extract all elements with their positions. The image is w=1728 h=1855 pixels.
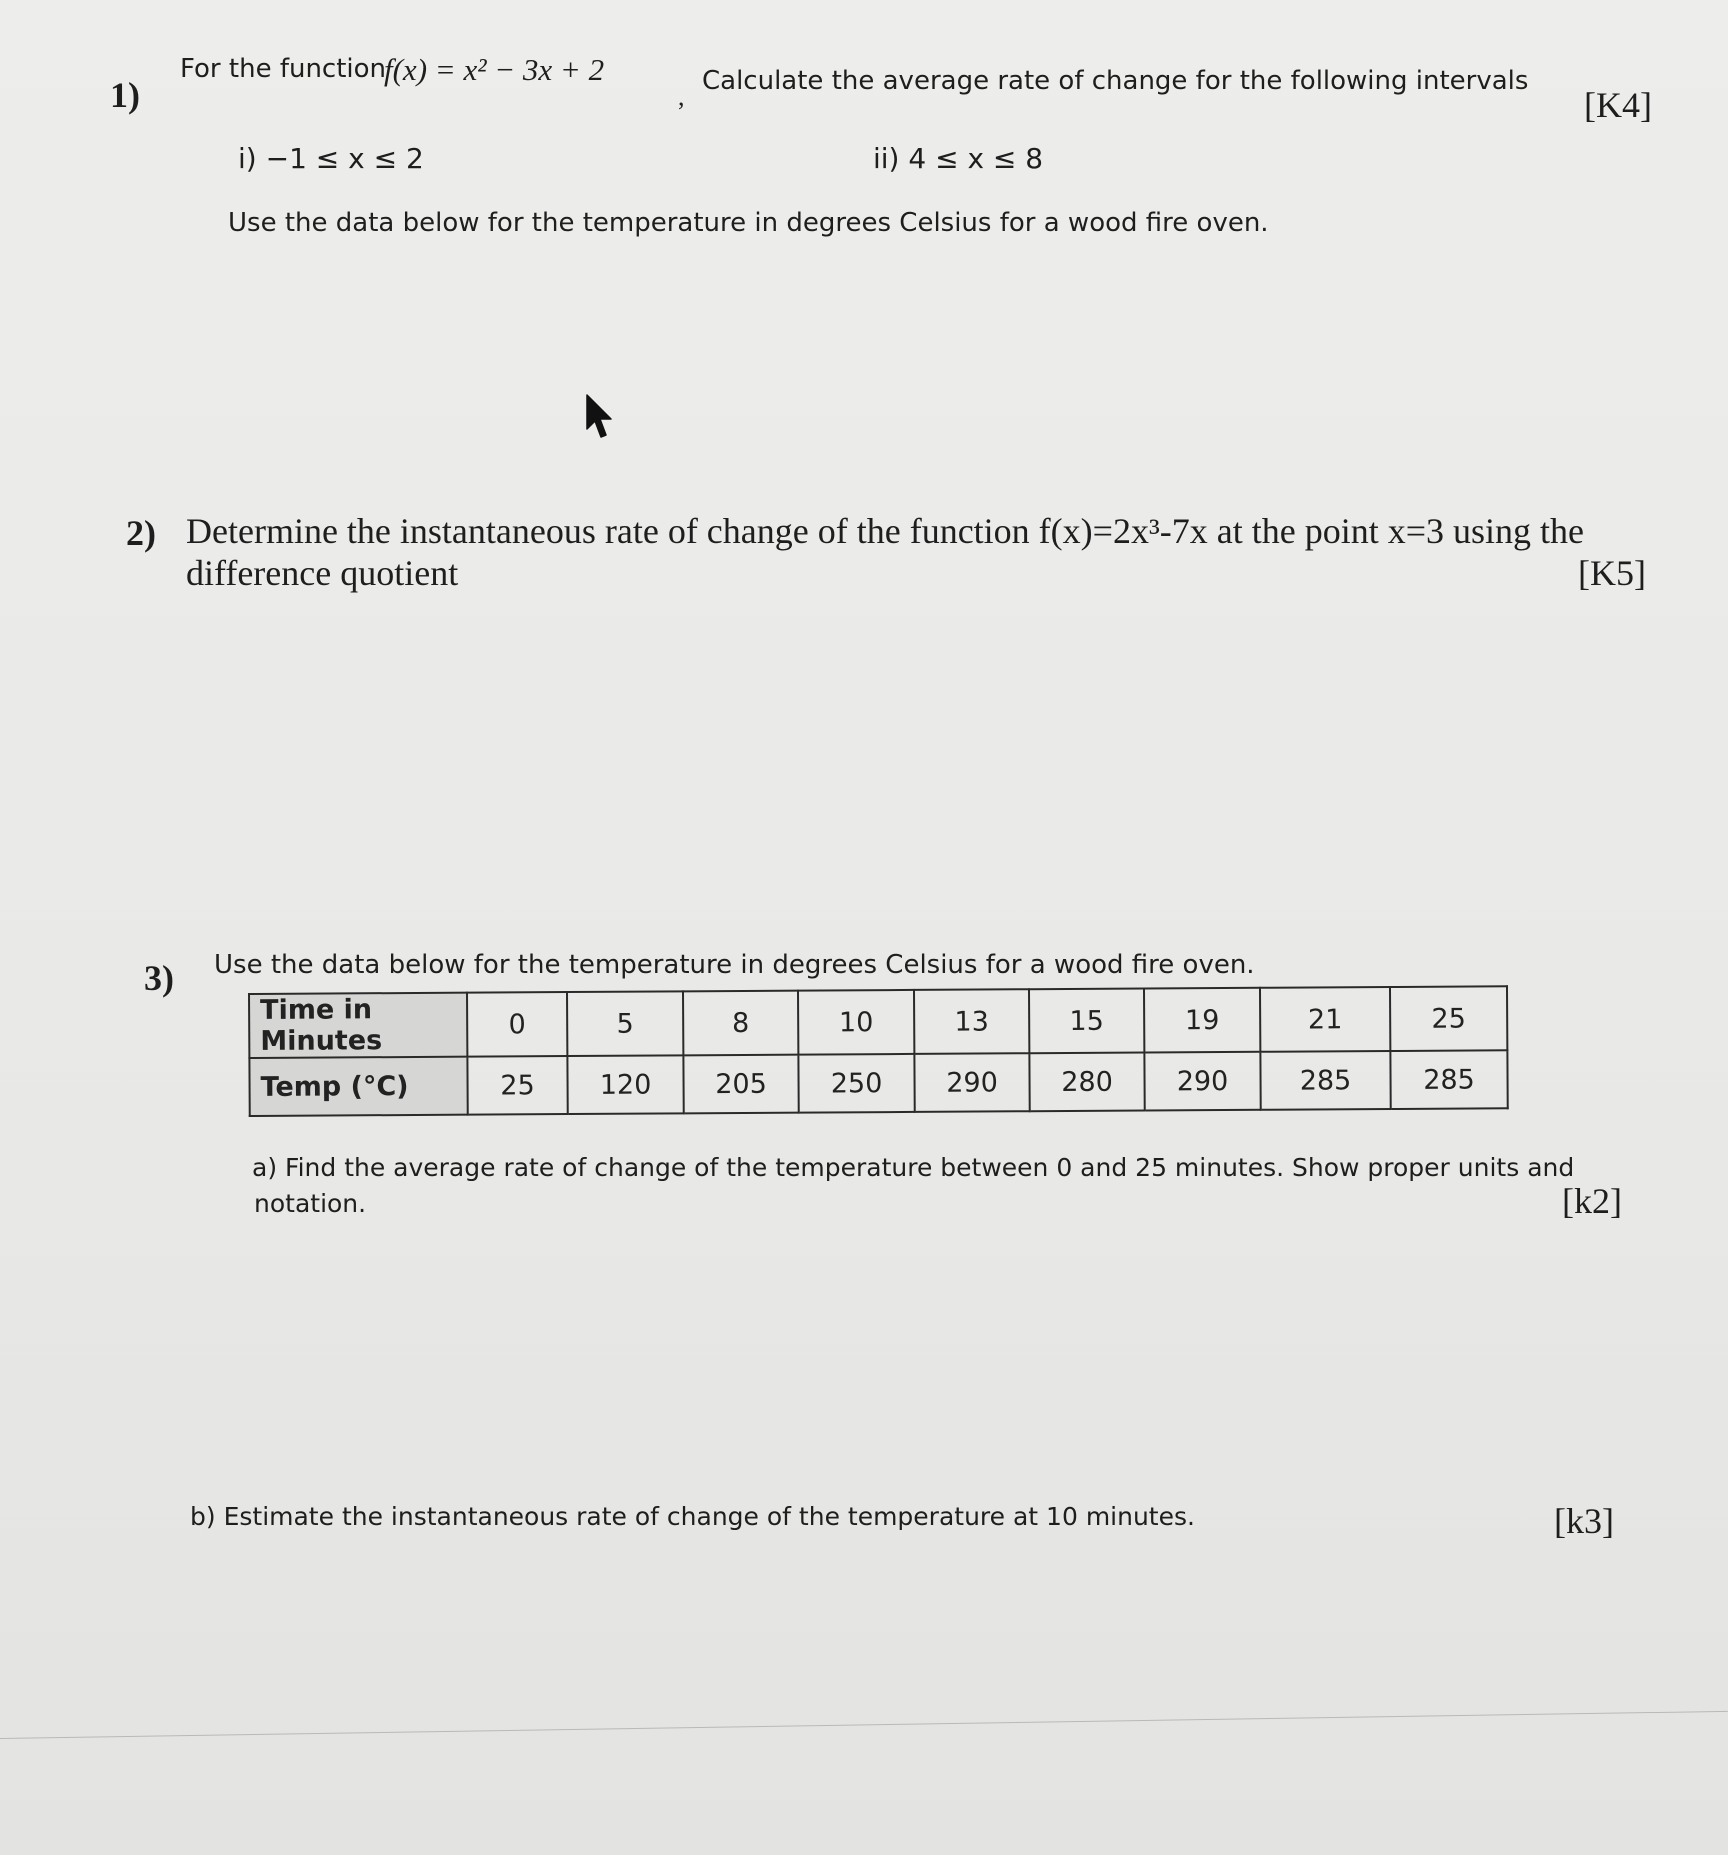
q3-part-a-line2: notation.	[254, 1189, 367, 1218]
q1-prefix: For the function	[180, 54, 387, 84]
mouse-pointer-icon	[585, 393, 615, 441]
table-cell: 5	[567, 991, 683, 1056]
q2-marks: [K5]	[1578, 553, 1646, 593]
table-cell: 120	[567, 1055, 683, 1114]
temperature-table	[248, 985, 1509, 1117]
table-cell: 0	[467, 992, 567, 1057]
table-row-time	[249, 986, 1507, 1058]
table-cell: 25	[1390, 986, 1507, 1051]
table-cell: 10	[798, 990, 914, 1055]
table-cell: 8	[683, 991, 798, 1056]
q3-part-a-marks: [k2]	[1562, 1181, 1622, 1221]
table-cell: 250	[798, 1054, 914, 1113]
q2-number: 2)	[126, 513, 156, 553]
table-row-label: Time in Minutes	[249, 993, 467, 1058]
table-cell: 13	[914, 989, 1029, 1054]
q3-part-a-line1: a) Find the average rate of change of the temperature between 0 and 25 minutes. Show proper units and	[252, 1153, 1575, 1182]
q1-marks: [K4]	[1584, 85, 1652, 125]
q1-note: Use the data below for the temperature in degrees Celsius for a wood fire oven.	[228, 208, 1269, 238]
q3-intro: Use the data below for the temperature in degrees Celsius for a wood fire oven.	[214, 950, 1255, 980]
q1-instruction: Calculate the average rate of change for the following intervals	[702, 66, 1529, 96]
table-cell: 280	[1029, 1053, 1144, 1112]
table-cell: 290	[914, 1053, 1029, 1112]
q1-interval-i: i) −1 ≤ x ≤ 2	[238, 142, 424, 175]
q3-part-b-marks: [k3]	[1554, 1501, 1614, 1541]
table-cell: 285	[1390, 1050, 1507, 1109]
table-cell: 205	[683, 1055, 798, 1114]
q1-number: 1)	[110, 75, 140, 115]
q1-interval-ii: ii) 4 ≤ x ≤ 8	[873, 142, 1044, 175]
table-row-label: Temp (°C)	[249, 1057, 467, 1116]
q3-number: 3)	[144, 958, 174, 998]
table-cell: 285	[1260, 1051, 1390, 1110]
table-cell: 19	[1144, 988, 1260, 1053]
table-cell: 290	[1144, 1052, 1260, 1111]
q1-comma: ,	[678, 82, 685, 111]
q1-function: f(x) = x² − 3x + 2	[384, 52, 605, 87]
page-bottom-rule	[0, 1711, 1728, 1739]
q2-line2: difference quotient	[186, 553, 459, 593]
table-cell: 25	[467, 1056, 567, 1115]
table-cell: 21	[1260, 987, 1390, 1052]
q2-line1: Determine the instantaneous rate of change of the function f(x)=2x³-7x at the point x=3 using the	[186, 511, 1584, 551]
table-cell: 15	[1029, 989, 1144, 1054]
q3-part-b: b) Estimate the instantaneous rate of change of the temperature at 10 minutes.	[190, 1502, 1195, 1531]
table-row-temp	[249, 1050, 1507, 1116]
